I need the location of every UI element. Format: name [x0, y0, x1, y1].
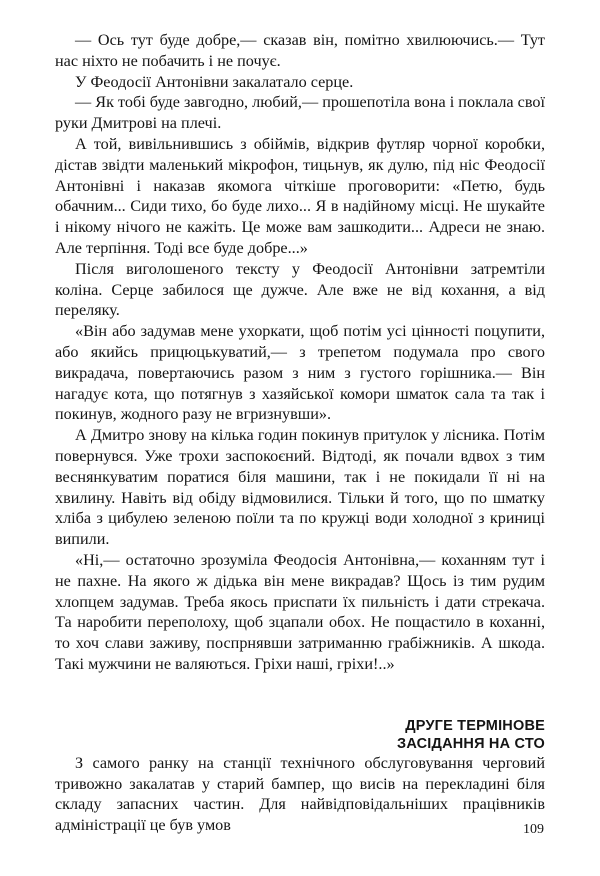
paragraph-9: З самого ранку на станції технічного обслуговування черговий тривожно закалатав у старий бампер, що висів на перекладині біля складу запасних частин. Для найвідповідальніших працівників адміністрації це був умов — [55, 753, 545, 835]
paragraph-3: — Як тобі буде завгодно, любий,— прошепотіла вона і поклала свої руки Дмитрові на плечі. — [55, 93, 545, 133]
paragraph-2: У Феодосії Антонівни закалатало серце. — [75, 72, 354, 91]
page-number: 109 — [523, 822, 544, 837]
paragraph-6: «Він або задумав мене ухоркати, щоб потім усі цінності поцупити, або якийсь прицюцькуватий,— з трепетом подумала про свого викрадача, повертаючись разом з ним з густого горішника.— Він нагадує кота, що потягнув з хазяйської комори шматок сала та так і покинув, жодного разу не вгризнувши». — [55, 322, 545, 424]
paragraph-7: А Дмитро знову на кілька годин покинув притулок у лісника. Потім повернувся. Уже трохи заспокоєний. Відтоді, як почали вдвох з тим веснянкуватим поратися біля машини, так і не покидали її ні на хвилину. Навіть від обіду відмовилися. Тільки й того, що по шматку хліба з цибулею зеленою поїли та по кружці води холодної з криниці випили. — [55, 426, 545, 549]
paragraph-4: А той, вивільнившись з обіймів, відкрив футляр чорної коробки, дістав звідти маленький мікрофон, тицьнув, як дулю, під ніс Феодосії Антонівні і наказав якомога чіткіше проговорити: «Петю, будь обачним... Сиди тихо, бо буде лихо... Я в надійному місці. Не шукайте і нікому нічого не кажіть. Це може вам зашкодити... Адреси не знаю. Але терпіння. Тоді все буде добре...» — [55, 134, 545, 257]
section-title-line-1: ДРУГЕ ТЕРМІНОВЕ — [405, 717, 545, 734]
section-title-line-2: ЗАСІДАННЯ НА СТО — [397, 735, 545, 752]
paragraph-1: — Ось тут буде добре,— сказав він, помітно хвилюючись.— Тут нас ніхто не побачить і не почує. — [55, 31, 545, 70]
page-body — [55, 30, 545, 836]
paragraph-8: «Ні,— остаточно зрозуміла Феодосія Антонівна,— коханням тут і не пахне. На якого ж дідька він мене викрадав? Щось із тим рудим хлопцем задумав. Треба якось приспати їх пильність і дати стрекача. Та наробити переполоху, щоб зцапали обох. Не пощастило в коханні, то хоч слави заживу, поспрнявши затриманню грабіжників. А шкода. Такі мужчини не валяються. Гріхи наші, гріхи!..» — [55, 550, 545, 673]
section-title — [55, 717, 545, 753]
paragraph-5: Після виголошеного тексту у Феодосії Антонівни затремтіли коліна. Серце забилося ще дужче. Але вже не від кохання, а від переляку. — [55, 259, 545, 320]
